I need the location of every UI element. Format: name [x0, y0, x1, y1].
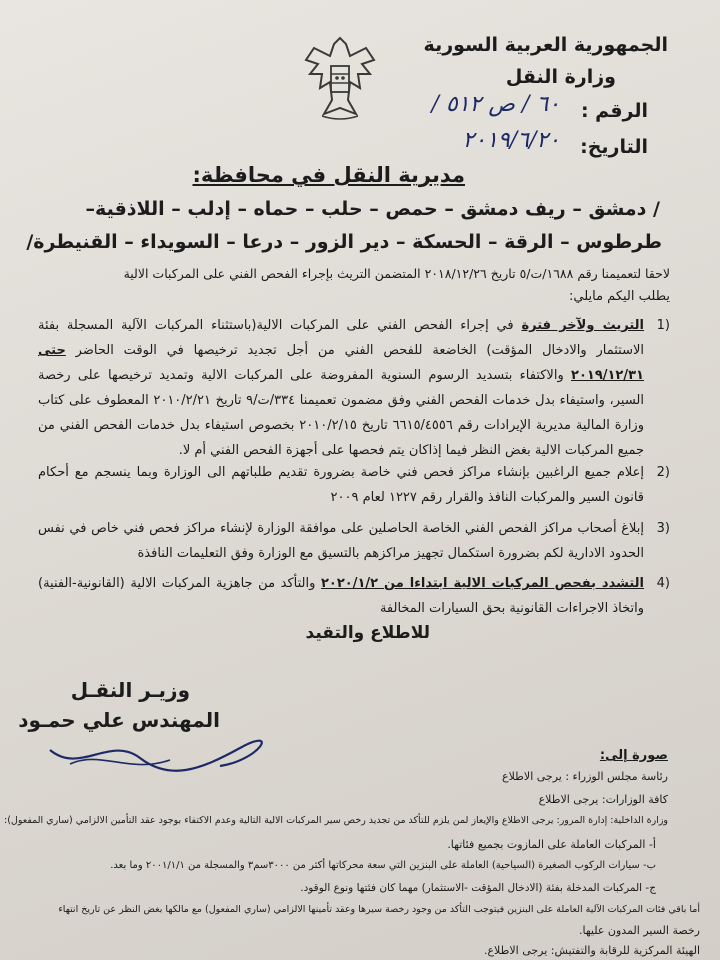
country-name: الجمهورية العربية السورية — [423, 34, 668, 56]
intro-line-1: لاحقا لتعميمنا رقم ١٦٨٨/ت/٥ تاريخ ٢٠١٨/١٢/٢٦ المتضمن التريث بإجراء الفحص الفني على المركبات الالية — [123, 266, 670, 281]
cities-line-1: / دمشق – ريف دمشق – حمص – حلب – حماه – إدلب – اللاذقية– — [85, 198, 660, 220]
item-lead: التشدد بفحص المركبات الالية ابتداءا من ٢٠٢٠/١/٢ — [320, 576, 644, 591]
item-date-phrase: حتى ٢٠١٩/١٢/٣١ — [38, 343, 644, 383]
copy-line: الهيئة المركزية للرقابة والتفتيش: يرجى الاطلاع. — [483, 944, 700, 957]
copy-line: أما باقي فئات المركبات الآلية العاملة على البنزين فيتوجب التأكد من وجود رخصة سيرها وعقد تأمينها الالزامي (ساري المفعول) مع مالكها بغض النظر عن تاريخ انتهاء — [58, 904, 700, 915]
copy-line: ج- المركبات المدخلة بفئة (الادخال المؤقت -الاستثمار) مهما كان فئتها ونوع الوقود. — [300, 882, 656, 894]
item-text: في إجراء الفحص الفني على المركبات الالية(باستثناء المركبات الآلية المسجلة بفئة الاستثمار والادخال المؤقت) الخاضعة للفحص الفني من أجل تجديد ترخيصها في الوقت الحاضر — [38, 318, 644, 358]
intro-line-2: يطلب اليكم مايلي: — [568, 289, 670, 304]
signatory-name: المهندس علي حمـود — [18, 708, 220, 732]
list-item-4 — [38, 571, 670, 621]
list-item-3 — [38, 516, 670, 566]
item-lead: التريث ولآخر فترة — [521, 318, 644, 333]
signature-title: وزيـر النقـل — [70, 678, 190, 702]
letter-date: ٢٠١٩/٦/٢٠ — [462, 128, 560, 153]
cities-line-2: طرطوس – الرقة – الحسكة – دير الزور – درعا – السويداء – القنيطرة/ — [26, 231, 662, 253]
copy-line: وزارة الداخلية: إدارة المرور: يرجى الاطلاع والإيعاز لمن يلزم للتأكد من تجديد رخص سير المركبات الالية التالية وعدم الاكتفاء بوجود عقد التأمين الالزامي (ساري المفعول): — [4, 815, 668, 826]
list-item-1 — [38, 313, 670, 463]
eagle-crest-icon — [300, 30, 380, 126]
closing-phrase: للاطلاع والتقيد — [305, 623, 430, 643]
list-item-2 — [38, 460, 670, 510]
copy-line: كافة الوزارات: يرجى الاطلاع — [538, 793, 668, 806]
ref-number: ٦٠ / ص ٥١٢ / — [431, 92, 560, 117]
copy-line: رئاسة مجلس الوزراء : يرجى الاطلاع — [502, 770, 668, 783]
item-text: إبلاغ أصحاب مراكز الفحص الفني الخاصة الحاصلين على موافقة الوزارة لإنشاء مراكز فحص فني خاص في نفس الحدود الادارية لكم بضرورة استكمال تجهيز مراكزهم بالتسيق مع الوزارة وفق التعليمات النافذة — [38, 521, 644, 561]
date-label: التاريخ: — [580, 136, 648, 158]
copy-line: رخصة السير المدون عليها. — [578, 924, 700, 937]
ref-label: الرقم : — [580, 100, 648, 122]
item-text: والتأكد من جاهزية المركبات الالية (القانونية-الفنية) واتخاذ الاجراءات القانونية بحق السيارات المخالفة — [38, 576, 644, 616]
copy-line: ب- سيارات الركوب الصغيرة (السياحية) العاملة على البنزين التي سعة محركاتها أكثر من ٣٠٠٠سم٣ والمسجلة من ٢٠٠١/١/١ وما بعد. — [110, 860, 656, 871]
copy-line: أ- المركبات العاملة على المازوت بجميع فئاتها. — [447, 838, 656, 851]
item-number: (1 — [656, 318, 670, 333]
copies-heading: صورة إلى: — [599, 748, 668, 763]
item-number: (4 — [656, 576, 670, 591]
item-number: (3 — [656, 521, 670, 536]
handwritten-signature — [40, 730, 270, 780]
item-text-continued: والاكتفاء بتسديد الرسوم السنوية المفروضة على المركبات الالية وتمديد ترخيصها على رخصة السير، واستيفاء بدل خدمات الفحص الفني وفق مضمون تعميمنا ٣٣٤/ت/٩ تاريخ ٢٠١٠/٢/٢١ المعطوف على كتاب وزارة المالية مديرية الإيرادات رقم ٦٦١٥/٤٥٥٦ تاريخ ٢٠١٠/٢/١٥ بخصوص استيفاء بدل خدمات الفحص الفني من جميع المركبات الالية بغض النظر فيما إذاكان يتم فحصها على أجهزة الفحص الفني أم لا. — [38, 368, 644, 458]
ministry-name: وزارة النقل — [505, 66, 616, 88]
item-text: إعلام جميع الراغبين بإنشاء مراكز فحص فني خاصة بضرورة تقديم طلباتهم الى الوزارة وبما ينسجم مع أحكام قانون السير والمركبات النافذ والقرار رقم ١٢٢٧ لعام ٢٠٠٩ — [38, 465, 644, 505]
addressee-title: مديرية النقل في محافظة: — [192, 163, 465, 187]
item-number: (2 — [656, 465, 670, 480]
